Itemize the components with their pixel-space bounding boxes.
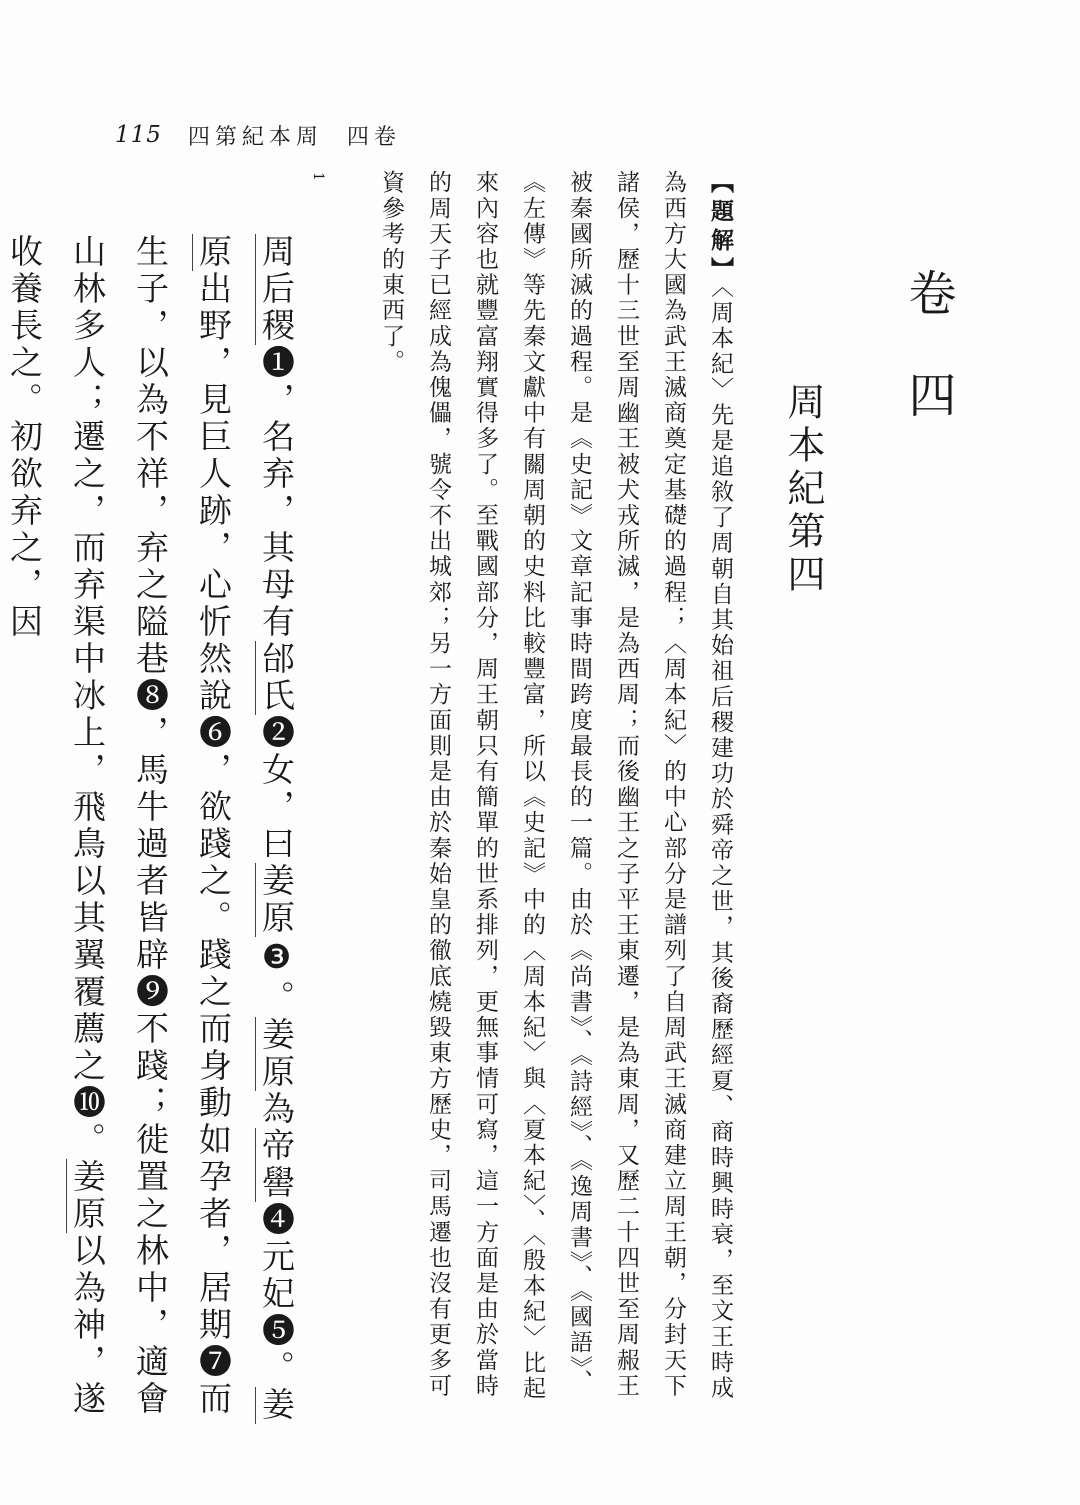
text-segment: ❸。 bbox=[257, 937, 296, 1017]
proper-noun: 邰氏 bbox=[257, 641, 296, 715]
chapter-title: 周本紀第四 bbox=[781, 382, 825, 597]
text-segment: ❹元妃❺。 bbox=[257, 1202, 296, 1387]
proper-noun: 帝嚳 bbox=[257, 1128, 296, 1202]
text-segment: 為 bbox=[257, 1091, 296, 1128]
proper-noun: 周后稷 bbox=[257, 234, 296, 345]
running-header bbox=[115, 118, 401, 152]
page-number: 115 bbox=[115, 122, 162, 148]
proper-noun: 姜原 bbox=[257, 1017, 296, 1091]
proper-noun: 姜原 bbox=[257, 863, 296, 937]
proper-noun: 姜原 bbox=[194, 234, 296, 1424]
volume-title: 卷四 bbox=[900, 268, 956, 472]
text-segment: ❶，名弃，其母有 bbox=[257, 345, 296, 641]
paragraph-number: 1 bbox=[310, 172, 326, 181]
text-segment: ❷女，曰 bbox=[257, 715, 296, 863]
text-segment: 以為神，遂收養長之。初欲弃之，因 bbox=[5, 234, 107, 1418]
header-volume: 四卷 bbox=[346, 124, 401, 150]
main-text bbox=[5, 234, 308, 1454]
commentary-text: 〈周本紀〉先是追敘了周朝自其始祖后稷建功於舜帝之世，其後裔歷經夏、商時興時衰，至文王時成為西方大國為武王滅商奠定基礎的過程；〈周本紀〉的中心部分是譜列了自周武王滅商建立周王朝，分封天下諸侯，歷十三世至周幽王被犬戎所滅，是為西周；而後幽王之子平王東遷，是為東周，又歷二十四世至周赧王被秦國所滅的過程。是《史記》文章記事時間跨度最長的一篇。由於《尚書》、《詩經》、《逸周書》、《國語》、《左傳》等先秦文獻中有關周朝的史料比較豐富，所以《史記》中的〈周本紀〉與〈夏本紀〉、〈殷本紀〉比起來內容也就豐富翔實得多了。至戰國部分，周王朝只有簡單的世系排列，更無事情可寫，這一方面是由於當時的周天子已經成為傀儡，號令不出城郊；另一方面則是由於秦始皇的徹底燒毀東方歷史，司馬遷也沒有更多可資參考的東西了。 bbox=[378, 170, 733, 1402]
proper-noun: 姜原 bbox=[68, 1159, 107, 1233]
text-segment: 出野，見巨人跡，心忻然說❻，欲踐之。踐之而身動如孕者，居期❼而生子，以為不祥，弃之隘巷❽，馬牛過者皆辟❾不踐；徙置之林中，適會山林多人；遷之，而弃渠中冰上，飛鳥以其翼覆薦之❿。 bbox=[68, 234, 233, 1418]
header-chapter-title: 四第紀本周 bbox=[187, 124, 323, 150]
commentary-label: 【題解】 bbox=[707, 170, 734, 286]
commentary-block bbox=[378, 170, 744, 1410]
